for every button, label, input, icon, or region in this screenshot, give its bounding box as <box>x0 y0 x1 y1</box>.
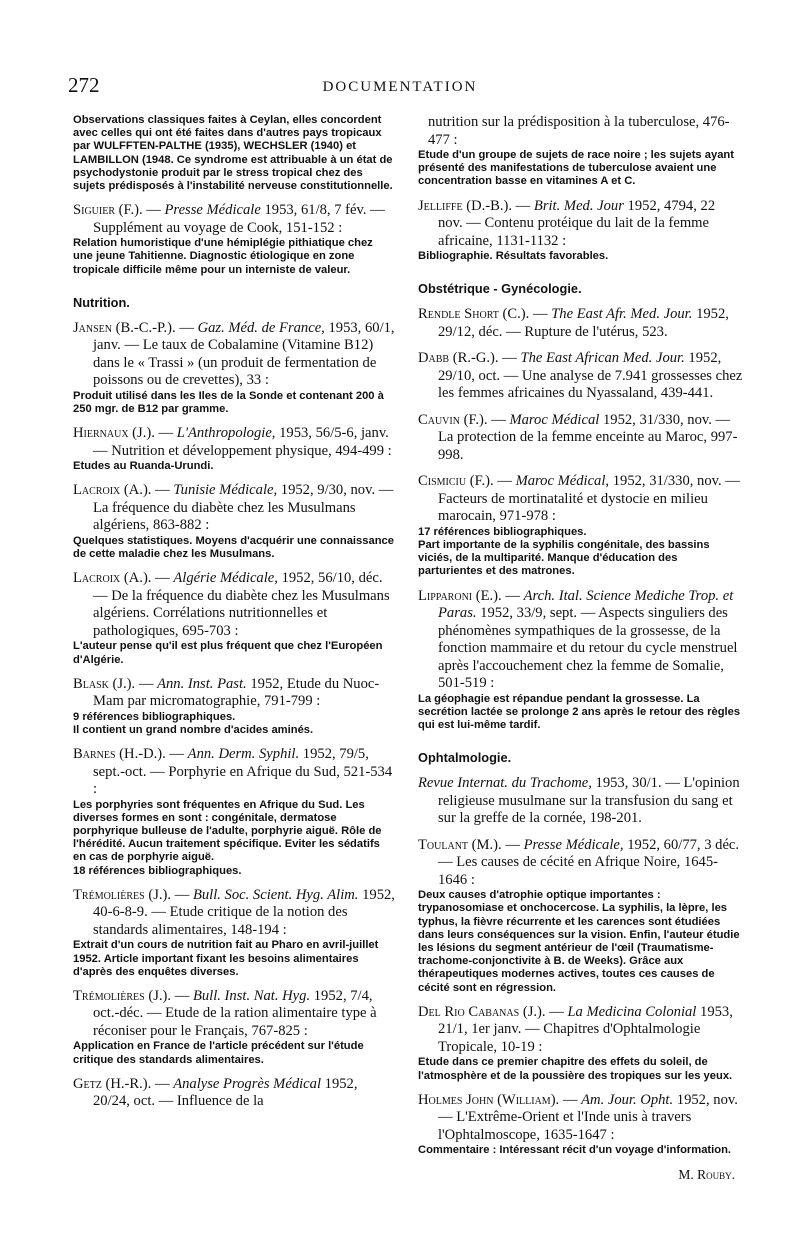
entry-author: Lipparoni (E.). <box>418 587 502 604</box>
entry-barnes: Barnes (H.-D.). — Ann. Derm. Syphil. 1952, 79/5, sept.-oct. — Porphyrie en Afrique du Sud, 521-534 : Les porphyries sont fréquentes en Afrique du Sud. Les diverses formes en sont : congénitale, dermatose porphyrique bulleuse de l'adulte, porphyrie aiguë. Rôle de l'hérédité. Aucun traitement spécifique. Eviter les sédatifs en cas de porphyrie aiguë. 18 références bibliographiques. <box>73 746 395 878</box>
entry-journal: Algérie Médicale, <box>173 570 278 587</box>
entry-note: 17 références bibliographiques. <box>418 525 587 538</box>
entry-journal: Bull. Soc. Scient. Hyg. Alim. <box>192 886 359 903</box>
entry-note-2: Part importante de la syphilis congénitale, des bassins viciés, de la multiparité. Manque d'éducation des parturientes et des matrones. <box>418 539 710 578</box>
entry-note: Etude dans ce premier chapitre des effets du soleil, de l'atmosphère et de la poussière des tropiques sur les yeux. <box>418 1056 733 1082</box>
entry-note: Relation humoristique d'une hémiplégie pithiatique chez une jeune Tahitienne. Diagnostic étiologique en zone tropicale difficile même pour un interniste de valeur. <box>73 237 373 276</box>
entry-note: Commentaire : Intéressant récit d'un voyage d'information. <box>418 1144 732 1157</box>
entry-details: 1952, 56/10, déc. — De la fréquence du diabète chez les Musulmans algériens. Corrélations nutritionnelles et pathologiques, 695-703 : <box>93 570 390 639</box>
entry-details: 1952, 40-6-8-9. — Etude critique de la notion des standards alimentaires, 148-194 : <box>93 886 395 938</box>
entry-tremolieres-2: Trémolières (J.). — Bull. Inst. Nat. Hyg. 1952, 7/4, oct.-déc. — Etude de la ration alimentaire type à réconiser pour le Français, 767-825 : Application en France de l'article précédent sur l'étude critique des standards alimentaires. <box>73 988 395 1067</box>
entry-note: Produit utilisé dans les Iles de la Sonde et contenant 200 à 250 mgr. de B12 par gramme. <box>73 389 384 416</box>
entry-details: 1952, 60/77, 3 déc. — Les causes de cécité en Afrique Noire, 1645-1646 : <box>438 836 740 888</box>
entry-journal: The East African Med. Jour. <box>520 350 685 367</box>
entry-author: Trémolières (J.). <box>73 987 172 1004</box>
entry-details: 1953, 56/5-6, janv. — Nutrition et développement physique, 494-499 : <box>93 425 392 459</box>
running-title: DOCUMENTATION <box>322 79 478 95</box>
entry-journal: The East Afr. Med. Jour. <box>551 306 693 323</box>
entry-journal: La Medicina Colonial <box>567 1003 697 1020</box>
entry-details: 1952, 31/330, nov. — Facteurs de mortinatalité et dystocie en milieu marocain, 971-978 : <box>438 473 740 525</box>
entry-journal: Maroc Médical, <box>515 473 610 490</box>
entry-author: Lacroix (A.). <box>73 482 152 499</box>
entry-details: 1952, Etude du Nuoc-Mam par micromatographie, 791-799 : <box>93 675 380 710</box>
entry-journal: Ann. Inst. Past. <box>157 675 247 692</box>
entry-cauvin: Cauvin (F.). — Maroc Médical 1952, 31/330, nov. — La protection de la femme enceinte au Maroc, 997-998. <box>418 411 738 463</box>
entry-hiernaux: Hiernaux (J.). — L'Anthropologie, 1953, 56/5-6, janv. — Nutrition et développement physique, 494-499 : Etudes au Ruanda-Urundi. <box>73 425 395 473</box>
entry-toulant: Toulant (M.). — Presse Médicale, 1952, 60/77, 3 déc. — Les causes de cécité en Afrique Noire, 1645-1646 : Deux causes d'atrophie optique importantes : trypanosomiase et onchocercose. La syphilis, la lèpre, les typhus, la fièvre récurrente et les carences sont étudiées dans leurs conséquences sur la vision. Enfin, l'auteur étudie les lésions du segment antérieur de l'œil (Traumatisme-trachome-conjonctivite à B. de Weeks). Grâce aux thérapeutiques modernes actives, toutes ces causes de cécité sont en régression. <box>418 837 743 995</box>
entry-revue-trachome <box>418 775 743 828</box>
entry-details: 1952, 29/12, déc. — Rupture de l'utérus, 523. <box>438 306 729 340</box>
entry-dabb: Dabb (R.-G.). — The East African Med. Jour. 1952, 29/10, oct. — Une analyse de 7.941 grossesses chez les femmes africaines du Nyassaland, 439-441. <box>418 350 743 402</box>
entry-lacroix-2: Lacroix (A.). — Algérie Médicale, 1952, 56/10, déc. — De la fréquence du diabète chez les Musulmans algériens. Corrélations nutritionnelles et pathologiques, 695-703 : L'auteur pense qu'il est plus fréquent que chez l'Européen d'Algérie. <box>73 570 395 666</box>
entry-author: Rendle Short (C.). <box>418 306 530 323</box>
entry-author: Jansen (B.-C.-P.). <box>73 319 176 336</box>
entry-journal: Bull. Inst. Nat. Hyg. <box>192 987 311 1004</box>
entry-cismiciu: Cismiciu (F.). — Maroc Médical, 1952, 31/330, nov. — Facteurs de mortinatalité et dystocie en milieu marocain, 971-978 : 17 références bibliographiques. Part importante de la syphilis congénitale, des bassins viciés, de la multiparité. Manque d'éducation des parturientes et des matrones. <box>418 473 743 578</box>
entry-journal: Revue Internat. du Trachome, <box>418 775 592 792</box>
entry-details: 1953, 21/1, 1er janv. — Chapitres d'Ophtalmologie Tropicale, 10-19 : <box>438 1003 733 1055</box>
entry-details: 1952, 79/5, sept.-oct. — Porphyrie en Afrique du Sud, 521-534 : <box>93 746 393 798</box>
entry-author: Holmes John (William). <box>418 1091 560 1108</box>
entry-note: Les porphyries sont fréquentes en Afrique du Sud. Les diverses formes en sont : congénitale, dermatose porphyrique bulleuse de l'adulte, porphyrie aiguë. Rôle de l'hérédité. Aucun traitement spécifique. Eviter les sédatifs en cas de porphyrie aiguë. <box>73 798 382 864</box>
entry-rendle-short: Rendle Short (C.). — The East Afr. Med. Jour. 1952, 29/12, déc. — Rupture de l'utérus, 523. <box>418 306 729 340</box>
entry-author: Dabb (R.-G.). <box>418 350 499 367</box>
entry-note: Etudes au Ruanda-Urundi. <box>73 460 214 473</box>
entry-author: Barnes (H.-D.). <box>73 746 166 763</box>
entry-details: 1952, 4794, 22 nov. — Contenu protéique du lait de la femme africaine, 1131-1132 : <box>438 197 716 249</box>
entry-lacroix-1: Lacroix (A.). — Tunisie Médicale, 1952, 9/30, nov. — La fréquence du diabète chez les Musulmans algériens, 863-882 : Quelques statistiques. Moyens d'acquérir une connaissance de cette maladie chez les Musulmans. <box>73 482 394 561</box>
entry-details: 1952, nov. — L'Extrême-Orient et l'Inde unis à travers l'Ophtalmoscope, 1635-1647 : <box>438 1091 738 1143</box>
entry-getz: Getz (H.-R.). — Analyse Progrès Médical 1952, 20/24, oct. — Influence de la <box>73 1075 358 1110</box>
entry-author: Trémolières (J.). <box>73 886 172 903</box>
entry-journal: Am. Jour. Opht. <box>581 1091 674 1108</box>
entry-author: Getz (H.-R.). <box>73 1075 152 1092</box>
entry-details: 1953, 61/8, 7 fév. — Supplément au voyage de Cook, 151-152 : <box>93 202 385 236</box>
entry-details: 1952, 29/10, oct. — Une analyse de 7.941 grossesses chez les femmes africaines du Nyassaland, 439-441. <box>438 350 743 402</box>
entry-jansen: Jansen (B.-C.-P.). — Gaz. Méd. de France, 1953, 60/1, janv. — Le taux de Cobalamine (Vitamine B12) dans le « Trassi » (un produit de fermentation de poissons ou de crevettes), 33 : Produit utilisé dans les Iles de la Sonde et contenant 200 à 250 mgr. de B12 par gramme. <box>73 319 395 416</box>
entry-journal: Maroc Médical <box>509 411 600 428</box>
entry-note: 9 références bibliographiques. <box>73 710 236 723</box>
entry-author: Lacroix (A.). <box>73 570 152 587</box>
entry-details: 1952, 33/9, sept. — Aspects singuliers des phénomènes sympathiques de la grossesse, de la fonction mammaire et du retour du cycle menstruel après l'accouchement chez la femme de Somalie, 501-519 : <box>438 605 738 692</box>
entry-details: 1952, 20/24, oct. — Influence de la <box>93 1075 358 1110</box>
page-number: 272 <box>68 73 100 97</box>
entry-journal: Arch. Ital. Science Mediche Trop. et Paras. <box>438 587 734 622</box>
intro-paragraph: Observations classiques faites à Ceylan, elles concordent avec celles qui ont été faites dans d'autres pays tropicaux par WULFFTEN-PALTHE (1935), WECHSLER (1940) et LAMBILLON (1948. Ce syndrome est attribuable à un état de psychodystonie produit par le stress tropical chez des sujets prédisposés à l'instabilité nerveuse constitutionnelle. <box>73 114 393 193</box>
entry-holmes: Holmes John (William). — Am. Jour. Opht. 1952, nov. — L'Extrême-Orient et l'Inde unis à travers l'Ophtalmoscope, 1635-1647 : Commentaire : Intéressant récit d'un voyage d'information. <box>418 1092 743 1158</box>
section-heading-ophtalmologie: Ophtalmologie. <box>418 750 512 766</box>
entry-author: Siguier (F.). <box>73 202 143 219</box>
entry-journal: L'Anthropologie, <box>176 425 276 442</box>
entry-author: Toulant (M.). <box>418 836 502 853</box>
entry-journal: Analyse Progrès Médical <box>173 1075 321 1092</box>
entry-details: nutrition sur la prédisposition à la tuberculose, 476-477 : <box>428 114 730 148</box>
entry-author: Del Rio Cabanas (J.). <box>418 1003 546 1020</box>
entry-author: Jelliffe (D.-B.). <box>418 197 513 214</box>
entry-journal: Presse Médicale, <box>523 836 624 853</box>
entry-journal: Brit. Med. Jour <box>533 197 624 214</box>
entry-siguier: Siguier (F.). — Presse Médicale 1953, 61/8, 7 fév. — Supplément au voyage de Cook, 151-152 : Relation humoristique d'une hémiplégie pithiatique chez une jeune Tahitienne. Diagnostic étiologique en zone tropicale difficile même pour un interniste de valeur. <box>73 202 395 277</box>
entry-details: 1953, 30/1. — L'opinion religieuse musulmane sur la transfusion du sang et sur la greffe de la cornée, 198-201. <box>438 775 740 827</box>
entry-details: 1952, 7/4, oct.-déc. — Etude de la ration alimentaire type à réconiser pour le Français, 767-825 : <box>93 987 377 1039</box>
section-heading-obstetrique: Obstétrique - Gynécologie. <box>418 281 582 297</box>
entry-details: 1952, 31/330, nov. — La protection de la femme enceinte au Maroc, 997-998. <box>438 411 738 463</box>
entry-note-2: 18 références bibliographiques. <box>73 864 242 877</box>
entry-journal: Ann. Derm. Syphil. <box>187 746 300 763</box>
entry-note: Application en France de l'article précédent sur l'étude critique des standards alimentaires. <box>73 1040 364 1066</box>
entry-note-2: Il contient un grand nombre d'acides aminés. <box>73 723 314 736</box>
author-signature: M. Rouby. <box>678 1167 735 1183</box>
entry-note: Etude d'un groupe de sujets de race noire ; les sujets ayant présenté des manifestations de tuberculose avaient une concentration basse en vitamines A et C. <box>418 149 734 188</box>
entry-blask: Blask (J.). — Ann. Inst. Past. 1952, Etude du Nuoc-Mam par micromatographie, 791-799 : 9 références bibliographiques. Il contient un grand nombre d'acides aminés. <box>73 676 395 737</box>
entry-details: 1952, 9/30, nov. — La fréquence du diabète chez les Musulmans algériens, 863-882 : <box>93 482 394 534</box>
entry-author: Cauvin (F.). <box>418 411 488 428</box>
entry-author: Hiernaux (J.). <box>73 425 155 442</box>
entry-note: La géophagie est répandue pendant la grossesse. La secrétion lactée se prolonge 2 ans après le retour des règles qui est lui-même tardif. <box>418 692 741 732</box>
left-column <box>73 114 395 1120</box>
entry-del-rio-cabanas: Del Rio Cabanas (J.). — La Medicina Colonial 1953, 21/1, 1er janv. — Chapitres d'Ophtalmologie Tropicale, 10-19 : Etude dans ce premier chapitre des effets du soleil, de l'atmosphère et de la poussière des tropiques sur les yeux. <box>418 1004 743 1083</box>
entry-tremolieres-1: Trémolières (J.). — Bull. Soc. Scient. Hyg. Alim. 1952, 40-6-8-9. — Etude critique de la notion des standards alimentaires, 148-194 : Extrait d'un cours de nutrition fait au Pharo en avril-juillet 1952. Article important fixant les besoins alimentaires d'après des enquêtes diverses. <box>73 886 395 978</box>
entry-note: Extrait d'un cours de nutrition fait au Pharo en avril-juillet 1952. Article important fixant les besoins alimentaires d'après des enquêtes diverses. <box>73 939 379 978</box>
entry-journal: Tunisie Médicale, <box>173 482 278 499</box>
entry-note: Quelques statistiques. Moyens d'acquérir une connaissance de cette maladie chez les Musulmans. <box>73 534 394 561</box>
entry-author: Cismiciu (F.). <box>418 473 494 490</box>
entry-details: 1953, 60/1, janv. — Le taux de Cobalamine (Vitamine B12) dans le « Trassi » (un produit de fermentation de poissons ou de crevettes), 33 : <box>93 319 395 389</box>
section-heading-nutrition: Nutrition. <box>73 294 130 310</box>
entry-note: Bibliographie. Résultats favorables. <box>418 250 609 263</box>
entry-note: Deux causes d'atrophie optique importantes : trypanosomiase et onchocercose. La syphilis, la lèpre, les typhus, la fièvre récurrente et les carences sont étudiées dans leurs conséquences sur la vision. Enfin, l'auteur étudie les lésions du segment antérieur de l'œil (Traumatisme-trachome-conjonctivite à B. de Weeks). Grâce aux thérapeutiques modernes actives, toutes ces causes de cécité sont en régression. <box>418 889 740 994</box>
entry-journal: Gaz. Méd. de France, <box>197 319 325 336</box>
entry-note: L'auteur pense qu'il est plus fréquent que chez l'Européen d'Algérie. <box>73 640 383 666</box>
entry-lipparoni: Lipparoni (E.). — Arch. Ital. Science Mediche Trop. et Paras. 1952, 33/9, sept. — Aspects singuliers des phénomènes sympathiques de la grossesse, de la fonction mammaire et du retour du cycle menstruel après l'accouchement chez la femme de Somalie, 501-519 : La géophagie est répandue pendant la grossesse. La secrétion lactée se prolonge 2 ans après le retour des règles qui est lui-même tardif. <box>418 588 743 733</box>
entry-getz-continued <box>418 114 743 189</box>
entry-journal: Presse Médicale <box>164 202 261 219</box>
entry-author: Blask (J.). <box>73 675 136 692</box>
right-column <box>418 114 743 1183</box>
entry-jelliffe: Jelliffe (D.-B.). — Brit. Med. Jour 1952, 4794, 22 nov. — Contenu protéique du lait de la femme africaine, 1131-1132 : Bibliographie. Résultats favorables. <box>418 198 743 264</box>
